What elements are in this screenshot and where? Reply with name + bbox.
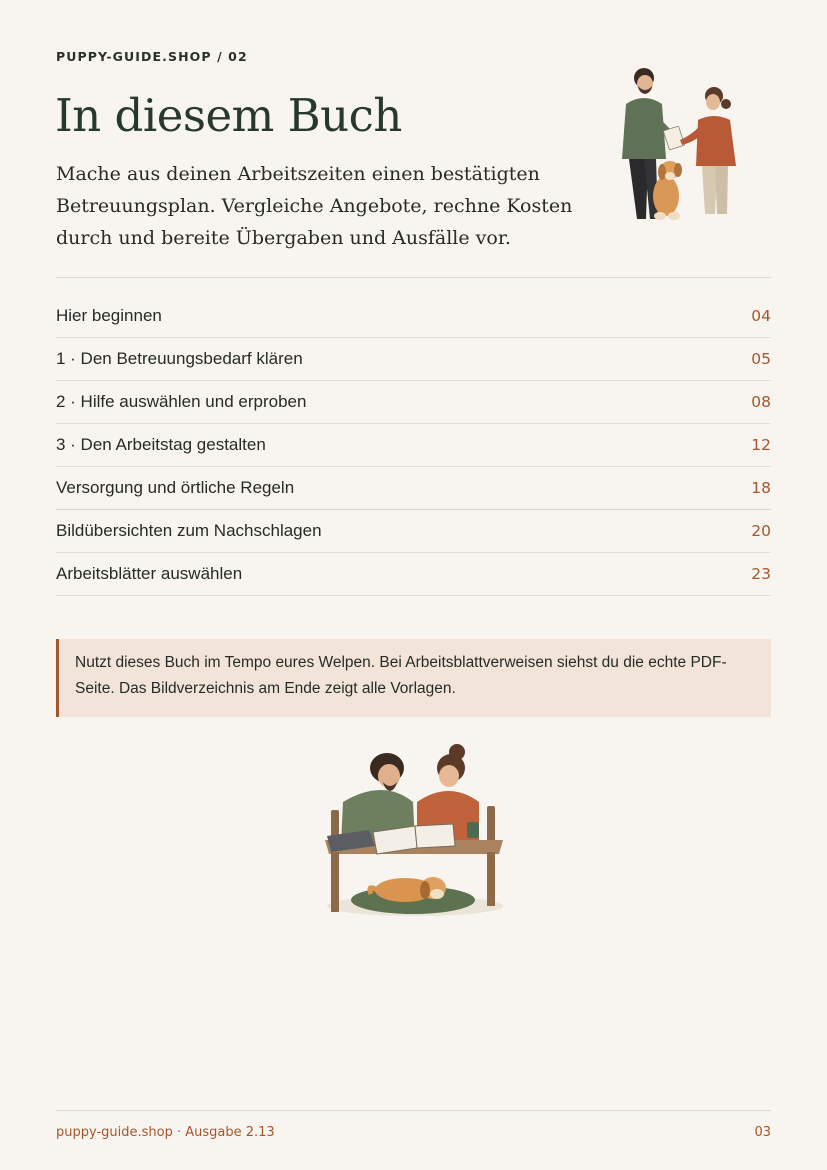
table-of-contents [56, 294, 771, 596]
toc-item-page: 05 [751, 350, 771, 368]
toc-item-label: 1 · Den Betreuungsbedarf klären [56, 349, 303, 368]
toc-item-page: 20 [751, 522, 771, 540]
intro-text: Mache aus deinen Arbeitszeiten einen bestätigten Betreuungsplan. Vergleiche Angebote, rechne Kosten durch und bereite Übergaben und Ausfälle vor. [56, 163, 573, 249]
toc-item-arbeitstag[interactable] [56, 424, 771, 467]
toc-item-page: 12 [751, 436, 771, 454]
toc-item-label: Hier beginnen [56, 305, 162, 325]
toc-item-label: Bildübersichten zum Nachschlagen [56, 521, 322, 540]
toc-item-page: 04 [751, 306, 771, 325]
toc-item-label: 3 · Den Arbeitstag gestalten [56, 435, 266, 454]
top-divider [56, 277, 771, 278]
toc-item-page: 08 [751, 393, 771, 411]
couple-reading-with-sleeping-puppy-illustration [321, 742, 509, 924]
toc-item-bilduebersichten[interactable] [56, 510, 771, 553]
toc-item-label: 2 · Hilfe auswählen und erproben [56, 392, 307, 411]
toc-item-hier-beginnen[interactable] [56, 294, 771, 338]
kicker: PUPPY-GUIDE.SHOP / 02 [56, 49, 248, 64]
footer-page-number: 03 [754, 1125, 771, 1140]
toc-item-label: Versorgung und örtliche Regeln [56, 478, 295, 497]
toc-item-hilfe-auswaehlen[interactable] [56, 381, 771, 424]
toc-item-page: 23 [751, 565, 771, 583]
footer-publisher: puppy-guide.shop · Ausgabe 2.13 [56, 1125, 275, 1140]
info-callout: Nutzt dieses Buch im Tempo eures Welpen. Bei Arbeitsblattverweisen siehst du die echte PDF-Seite. Das Bildverzeichnis am Ende zeigt alle Vorlagen. [56, 639, 771, 717]
toc-item-label: Arbeitsblätter auswählen [56, 564, 243, 583]
page-title: In diesem Buch [55, 89, 402, 142]
toc-item-arbeitsblaetter[interactable] [56, 553, 771, 596]
toc-item-page: 18 [751, 479, 771, 497]
couple-handover-puppy-illustration [598, 64, 748, 226]
toc-item-betreuungsbedarf[interactable] [56, 338, 771, 381]
toc-item-versorgung[interactable] [56, 467, 771, 510]
bottom-divider [56, 1110, 771, 1111]
